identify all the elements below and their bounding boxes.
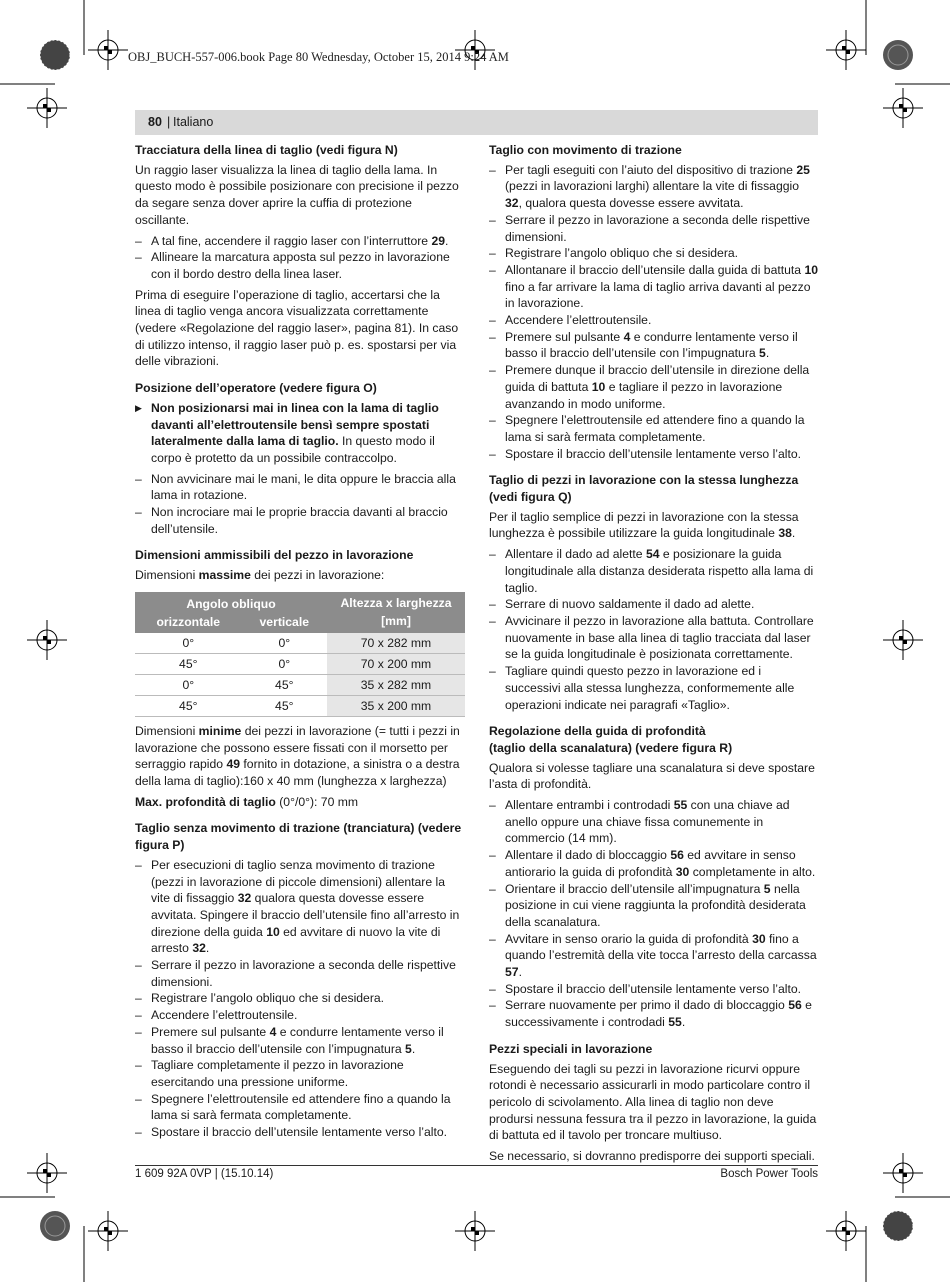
sunburst-mark [883, 40, 913, 70]
list-item: – Tagliare quindi questo pezzo in lavorazione ed i successivi alla stessa lunghezza, conformemente alle operazioni indicate nei paragrafi «Taglio». [489, 663, 819, 713]
table-row [135, 633, 465, 654]
table-cell: 45° [135, 653, 242, 674]
list-item: – Allineare la marcatura apposta sul pezzo in lavorazione con il bordo destro della linea laser. [135, 249, 465, 282]
table-cell: 70 x 200 mm [327, 653, 465, 674]
page-header [135, 110, 818, 135]
instruction-list [489, 797, 819, 1031]
table-cell: 0° [242, 633, 327, 654]
list-item: – Serrare nuovamente per primo il dado di bloccaggio 56 e successivamente i controdadi 55. [489, 997, 819, 1030]
paragraph: Se necessario, si dovranno predisporre dei supporti speciali. [489, 1149, 815, 1164]
paragraph: Qualora si volesse tagliare una scanalatura si deve spostare l’asta di profondità. [489, 760, 815, 792]
section-title: Taglio senza movimento di trazione (tranciatura) (vedere figura P) [135, 821, 462, 853]
list-item: – Spostare il braccio dell’utensile lentamente verso l’alto. [489, 446, 819, 463]
list-item: – Allentare il dado ad alette 54 e posizionare la guida longitudinale alla distanza desiderata rispetto alla lama di taglio. [489, 546, 819, 596]
section-title: Taglio con movimento di trazione [489, 143, 682, 157]
list-item: – Per esecuzioni di taglio senza movimento di trazione (pezzi in lavorazione di piccole dimensioni) allentare la vite di fissaggio 32 qualora questa dovesse essere avvitata. Spingere il braccio dell’utensile fino all’arresto in direzione della guida 10 ed avvitare di nuovo la vite di arresto 32. [135, 857, 465, 957]
instruction-list [135, 857, 465, 1141]
list-item: – Accendere l’elettroutensile. [489, 312, 819, 329]
table-row [135, 653, 465, 674]
paragraph: Eseguendo dei tagli su pezzi in lavorazione ricurvi oppure rotondi è necessario assicurarli in modo particolare contro il pericolo di scivolamento. Alla linea di taglio non deve prodursi nessuna fessura tra il pezzo in lavorazione, la guida di battuta ed il tavolo per troncare multiuso. [489, 1061, 817, 1143]
table-cell: 70 x 282 mm [327, 633, 465, 654]
list-item: – Non incrociare mai le proprie braccia davanti al braccio dell’utensile. [135, 504, 465, 537]
table-cell: 35 x 282 mm [327, 674, 465, 695]
list-item: – Avvicinare il pezzo in lavorazione alla battuta. Controllare nuovamente in base alla linea di taglio tracciata dal laser se la guida longitudinale è posizionata correttamente. [489, 613, 819, 663]
list-item: – Non avvicinare mai le mani, le dita oppure le braccia alla lama in rotazione. [135, 471, 465, 504]
dimensions-table [135, 592, 465, 717]
section-title: Posizione dell’operatore (vedere figura O) [135, 381, 377, 396]
sunburst-mark [40, 40, 70, 70]
table-cell: 45° [242, 695, 327, 716]
footer-doc-number: 1 609 92A 0VP | (15.10.14) [135, 1168, 274, 1180]
table-header: Altezza x larghezza [mm] [327, 592, 465, 633]
list-item: – Registrare l’angolo obliquo che si desidera. [489, 245, 819, 262]
list-item: – Spegnere l’elettroutensile ed attendere fino a quando la lama si sarà fermata completamente. [135, 1091, 465, 1124]
list-item: – Premere dunque il braccio dell’utensile in direzione della guida di battuta 10 e tagliare il pezzo in lavorazione avanzando in modo uniforme. [489, 362, 819, 412]
list-item: – Serrare il pezzo in lavorazione a seconda delle rispettive dimensioni. [489, 212, 819, 245]
right-column [489, 142, 819, 1169]
table-cell: 35 x 200 mm [327, 695, 465, 716]
paragraph: Dimensioni massime dei pezzi in lavorazione: [135, 568, 385, 583]
footer-brand: Bosch Power Tools [720, 1168, 818, 1180]
list-item: – Spegnere l’elettroutensile ed attendere fino a quando la lama si sarà fermata completamente. [489, 412, 819, 445]
paragraph: Prima di eseguire l’operazione di taglio, accertarsi che la linea di taglio venga ancora visualizzata correttamente (vedere «Regolazione del raggio laser», pagina 81). In caso di utilizzo intenso, il raggio laser può p. es. spostarsi per via delle vibrazioni. [135, 287, 459, 369]
list-item: – Orientare il braccio dell’utensile all’impugnatura 5 nella posizione in cui viene raggiunta la profondità desiderata della scanalatura. [489, 881, 819, 931]
list-item: – Spostare il braccio dell’utensile lentamente verso l’alto. [489, 981, 819, 998]
header-language: Italiano [173, 115, 214, 129]
list-item: – Per tagli eseguiti con l’aiuto del dispositivo di trazione 25 (pezzi in lavorazioni larghi) allentare la vite di fissaggio 32, qualora questa dovesse essere avvitata. [489, 162, 819, 212]
paragraph: Max. profondità di taglio (0°/0°): 70 mm [135, 794, 359, 809]
list-item: – Premere sul pulsante 4 e condurre lentamente verso il basso il braccio dell’utensile con l’impugnatura 5. [135, 1024, 465, 1057]
table-cell: 0° [242, 653, 327, 674]
paragraph: Un raggio laser visualizza la linea di taglio della lama. In questo modo è possibile posizionare con precisione il pezzo da segare senza dover aprire la cuffia di protezione oscillante. [135, 162, 459, 227]
table-row [135, 695, 465, 716]
left-column [135, 142, 465, 1145]
list-item: – Premere sul pulsante 4 e condurre lentamente verso il basso il braccio dell’utensile con l’impugnatura 5. [489, 329, 819, 362]
instruction-list [135, 471, 465, 538]
table-row [135, 674, 465, 695]
warning-item: ▶ Non posizionarsi mai in linea con la lama di taglio davanti all’elettroutensile bensì sempre spostati lateralmente dalla lama di taglio. In questo modo il corpo è protetto da un possibile contraccolpo. [135, 400, 465, 467]
section-subtitle: (taglio della scanalatura) (vedere figura R) [489, 740, 733, 755]
file-info: OBJ_BUCH-557-006.book Page 80 Wednesday, October 15, 2014 9:24 AM [128, 50, 509, 64]
list-item: – A tal fine, accendere il raggio laser con l’interruttore 29. [135, 233, 465, 250]
table-header: orizzontale [135, 613, 242, 633]
sunburst-mark [40, 1211, 70, 1241]
list-item: – Serrare di nuovo saldamente il dado ad alette. [489, 596, 819, 613]
table-header: Angolo obliquo [135, 592, 327, 613]
table-cell: 0° [135, 633, 242, 654]
list-item: – Registrare l’angolo obliquo che si desidera. [135, 990, 465, 1007]
section-title: Dimensioni ammissibili del pezzo in lavorazione [135, 548, 414, 563]
list-item: – Accendere l’elettroutensile. [135, 1007, 465, 1024]
table-cell: 0° [135, 674, 242, 695]
list-item: – Spostare il braccio dell’utensile lentamente verso l’alto. [135, 1124, 465, 1141]
list-item: – Serrare il pezzo in lavorazione a seconda delle rispettive dimensioni. [135, 957, 465, 990]
list-item: – Avvitare in senso orario la guida di profondità 30 fino a quando l’estremità della vite tocca l’arresto della carcassa 57. [489, 931, 819, 981]
paragraph: Dimensioni minime dei pezzi in lavorazione (= tutti i pezzi in lavorazione che possono essere fissati con il morsetto per serraggio rapido 49 fornito in dotazione, a sinistra o a destra della lama di taglio):160 x 40 mm (lunghezza x larghezza) [135, 723, 460, 788]
instruction-list [489, 162, 819, 463]
page-footer [135, 1165, 818, 1180]
header-separator: | [167, 115, 171, 129]
section-title: Pezzi speciali in lavorazione [489, 1041, 653, 1056]
table-cell: 45° [135, 695, 242, 716]
list-item: – Allentare il dado di bloccaggio 56 ed avvitare in senso antiorario la guida di profondità 30 completamente in alto. [489, 847, 819, 880]
instruction-list [135, 233, 465, 283]
table-cell: 45° [242, 674, 327, 695]
list-item: – Tagliare completamente il pezzo in lavorazione esercitando una pressione uniforme. [135, 1057, 465, 1090]
instruction-list [489, 546, 819, 713]
list-item: – Allontanare il braccio dell’utensile dalla guida di battuta 10 fino a far arrivare la lama di taglio arriva davanti al pezzo in lavorazione. [489, 262, 819, 312]
table-header: verticale [242, 613, 327, 633]
list-item: – Allentare entrambi i controdadi 55 con una chiave ad anello oppure una chiave fissa comunemente in commercio (14 mm). [489, 797, 819, 847]
section-title: Tracciatura della linea di taglio (vedi figura N) [135, 143, 398, 157]
paragraph: Per il taglio semplice di pezzi in lavorazione con la stessa lunghezza è possibile utilizzare la guida longitudinale 38. [489, 509, 799, 541]
section-title: Regolazione della guida di profondità [489, 724, 706, 739]
section-title: Taglio di pezzi in lavorazione con la stessa lunghezza (vedi figura Q) [489, 473, 799, 505]
page-number: 80 [148, 115, 162, 129]
sunburst-mark [883, 1211, 913, 1241]
